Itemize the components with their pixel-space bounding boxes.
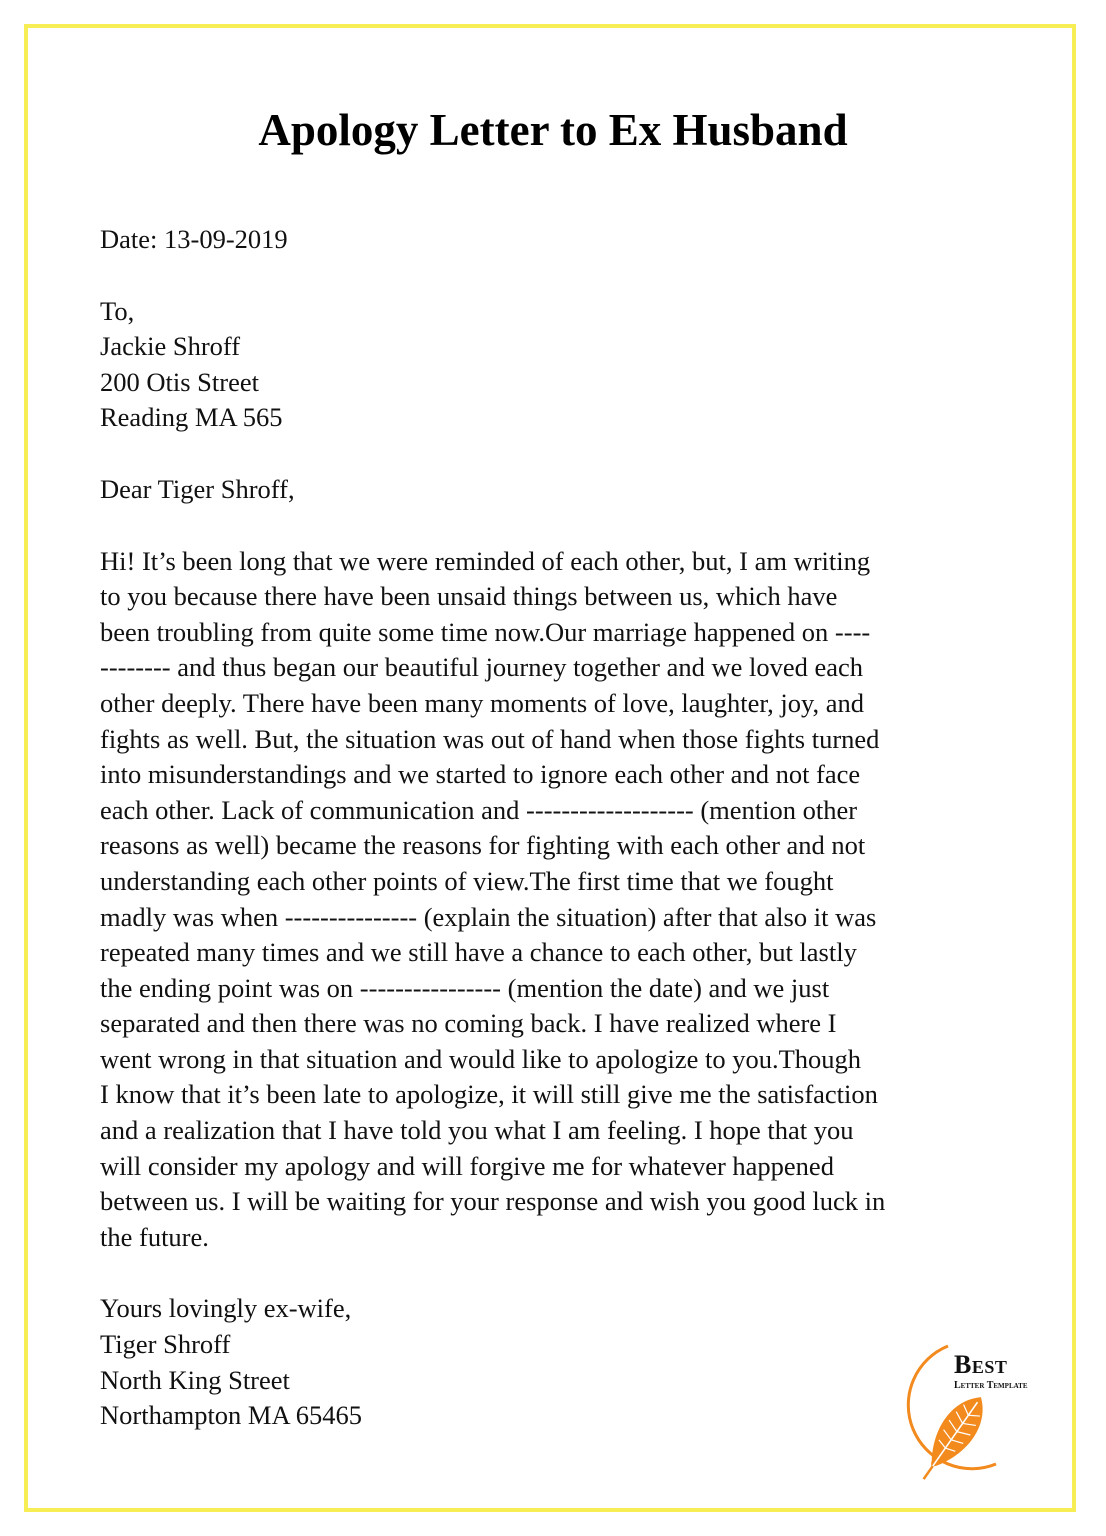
body-line: madly was when --------------- (explain the situation) after that also it was (100, 901, 877, 932)
body-line: been troubling from quite some time now.Our marriage happened on ---- (100, 616, 871, 647)
body-line: the ending point was on ---------------- (mention the date) and we just (100, 972, 830, 1003)
recipient-city: Reading MA 565 (100, 402, 283, 433)
body-line: separated and then there was no coming back. I have realized where I (100, 1008, 837, 1039)
sender-street: North King Street (100, 1364, 290, 1395)
body-line: I know that it’s been late to apologize, it will still give me the satisfaction (100, 1079, 878, 1110)
recipient-address (100, 294, 1000, 436)
body-line: the future. (100, 1221, 209, 1252)
sender-signature (100, 1291, 1000, 1433)
recipient-name: Jackie Shroff (100, 331, 241, 362)
body-line: -------- and thus began our beautiful journey together and we loved each (100, 652, 864, 683)
date-line: Date: 13-09-2019 (100, 224, 288, 254)
body-line: between us. I will be waiting for your response and wish you good luck in (100, 1186, 886, 1217)
body-line: each other. Lack of communication and ------------------- (mention other (100, 794, 858, 825)
letter-title: Apology Letter to Ex Husband (258, 105, 848, 155)
logo-brand-sub: Letter Template (954, 1380, 1028, 1391)
sender-name: Tiger Shroff (100, 1329, 231, 1360)
body-line: will consider my apology and will forgive me for whatever happened (100, 1150, 834, 1181)
closing: Yours lovingly ex-wife, (100, 1293, 352, 1324)
body-line: Hi! It’s been long that we were reminded of each other, but, I am writing (100, 545, 871, 576)
body-line: and a realization that I have told you what I am feeling. I hope that you (100, 1115, 854, 1146)
logo-brand-main: Best (954, 1350, 1008, 1379)
letter-content (100, 222, 1000, 1434)
sender-city: Northampton MA 65465 (100, 1400, 363, 1431)
body-line: fights as well. But, the situation was out of hand when those fights turned (100, 723, 880, 754)
body-line: went wrong in that situation and would like to apologize to you.Though (100, 1043, 862, 1074)
body-line: reasons as well) became the reasons for fighting with each other and not (100, 830, 866, 861)
body-line: understanding each other points of view.The first time that we fought (100, 865, 834, 896)
recipient-street: 200 Otis Street (100, 366, 259, 397)
letter-body (100, 544, 1000, 1256)
body-line: other deeply. There have been many moments of love, laughter, joy, and (100, 687, 864, 718)
recipient-to: To, (100, 295, 135, 326)
body-line: to you because there have been unsaid things between us, which have (100, 581, 838, 612)
body-line: into misunderstandings and we started to ignore each other and not face (100, 759, 861, 790)
greeting: Dear Tiger Shroff, (100, 473, 295, 504)
body-line: repeated many times and we still have a chance to each other, but lastly (100, 937, 857, 968)
brand-logo (888, 1340, 1048, 1490)
